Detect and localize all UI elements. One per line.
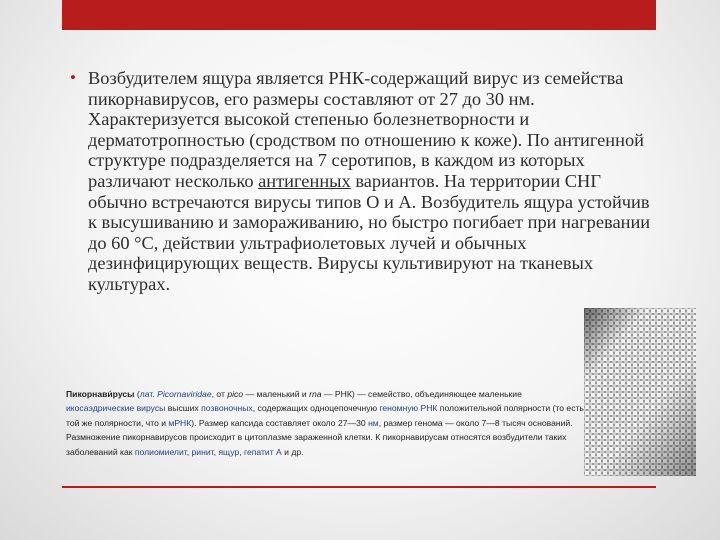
caption-text <box>66 387 584 459</box>
caption-segment[interactable]: ринит <box>191 446 214 457</box>
caption-segment: положительной полярности (то есть той же полярности, что и <box>66 403 584 428</box>
caption-segment: ). Размер капсида составляет около 27—30 <box>191 417 369 428</box>
caption-segment[interactable]: позвоночных <box>201 403 253 414</box>
bullet-point <box>70 68 660 295</box>
caption-segment[interactable]: ящур <box>218 446 240 457</box>
bottom-divider <box>62 486 656 488</box>
caption-segment: , <box>213 446 219 457</box>
caption-segment[interactable]: икосаэдрические вирусы <box>66 403 166 414</box>
bullet-dot-icon: • <box>70 68 76 87</box>
caption-segment: — маленький и <box>243 389 310 399</box>
caption-segment[interactable]: гепатит А <box>244 446 282 457</box>
caption-segment: pico <box>227 389 244 399</box>
caption-segment: rna <box>309 389 322 399</box>
caption-segment[interactable]: мРНК <box>168 417 192 428</box>
bullet-text <box>88 68 660 295</box>
bullet-text-segment: антигенных <box>258 170 351 191</box>
caption-segment: , размер генома — около 7—8 тысяч оснований. Размножение пикорнавирусов происходит в цитоплазме зараженной клетки. К пикорнавирусам относятся возбудители таких заболеваний как <box>66 417 573 457</box>
caption-segment[interactable]: геномную РНК <box>379 403 438 414</box>
caption-segment[interactable]: лат. <box>139 389 155 399</box>
caption-segment: , содержащих одноцепочечную <box>252 403 380 414</box>
bullet-text-segment: Возбудителем ящура является РНК-содержащий вирус из семейства пикорнавирусов, его размеры составляют от 27 до 30 нм. Характеризуется высокой степенью болезнетворности и дерматотропностью (сродством по отношению к коже). По антигенной структуре подразделяется на 7 серотипов, в каждом из которых различают несколько <box>88 68 645 191</box>
caption-segment: высших <box>165 403 202 414</box>
caption-segment[interactable]: Picornaviridae <box>157 389 212 399</box>
caption-segment[interactable]: нм <box>368 417 379 428</box>
caption-segment: ( <box>134 389 140 399</box>
caption-segment: и др. <box>281 446 304 457</box>
caption-segment: Пикорнави́русы <box>66 389 135 399</box>
caption-segment: — РНК) — семейство, объединяющее маленькие <box>321 389 522 399</box>
caption-segment[interactable]: полиомиелит <box>134 446 187 457</box>
bullet-text-segment: вариантов. На территории СНГ обычно встречаются вирусы типов О и А. Возбудитель ящура устойчив к высушиванию и замораживанию, но быстро погибает при нагревании до 60 °С, действии ультрафиолетовых лучей и обычных дезинфицирующих веществ. Вирусы культивируют на тканевых культурах. <box>88 170 651 294</box>
caption-segment: , от <box>211 389 228 399</box>
caption-segment: , <box>186 446 192 457</box>
virus-micrograph-image <box>584 308 696 476</box>
top-accent-band <box>62 0 656 30</box>
caption-segment: , <box>239 446 244 457</box>
